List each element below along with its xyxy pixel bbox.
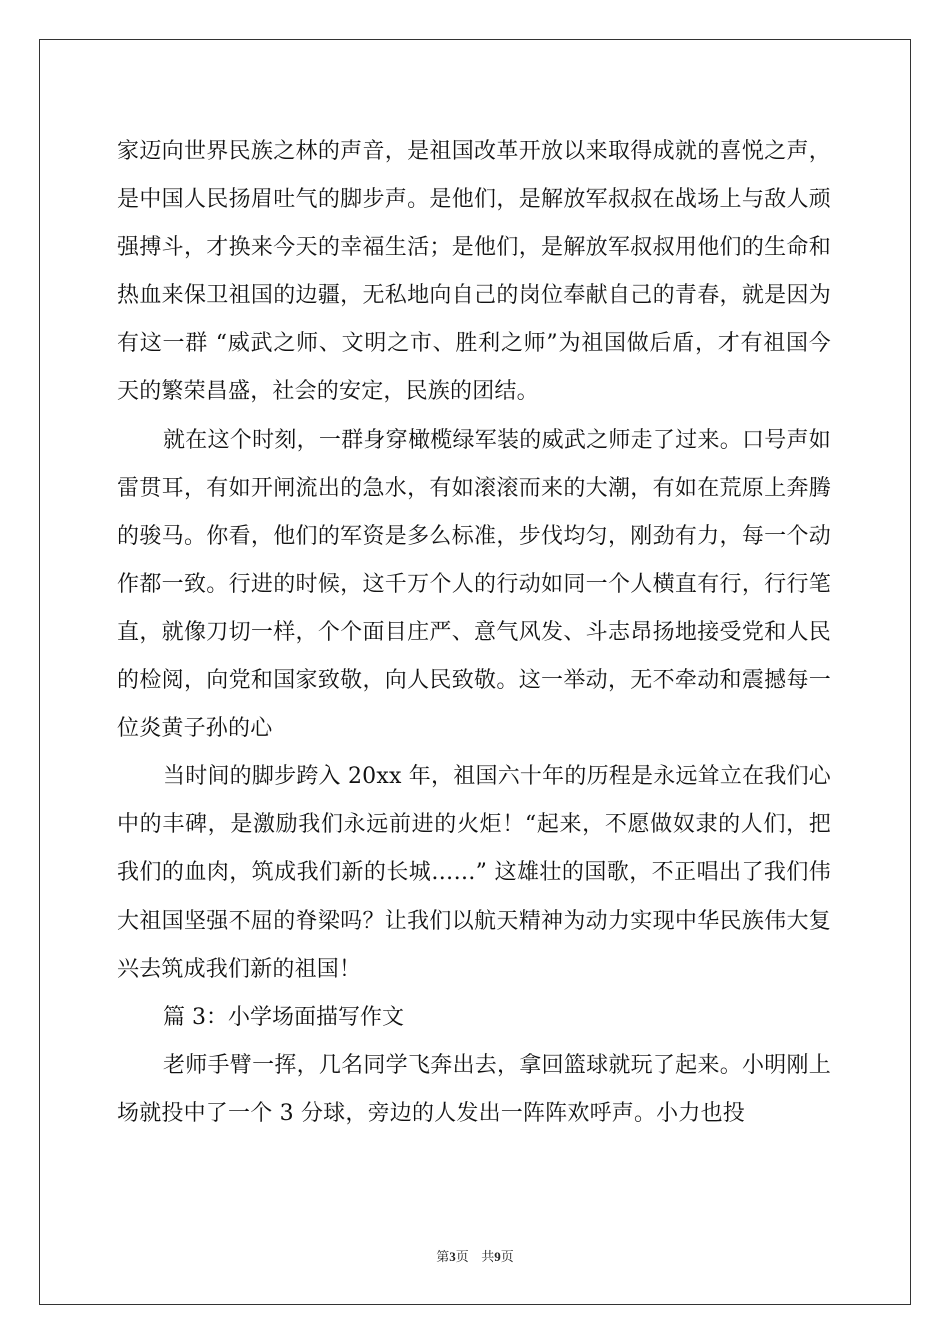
- footer-total-pages: 9: [494, 1249, 501, 1264]
- page-footer: [0, 1246, 950, 1265]
- footer-suffix: 页: [500, 1250, 514, 1265]
- paragraph-1: 家迈向世界民族之林的声音，是祖国改革开放以来取得成就的喜悦之声，是中国人民扬眉吐气的脚步声。是他们，是解放军叔叔在战场上与敌人顽强搏斗，才换来今天的幸福生活；是他们，是解放军叔叔用他们的生命和热血来保卫祖国的边疆，无私地向自己的岗位奉献自己的青春，就是因为有这一群 “威武之师、文明之市、胜利之师”为祖国做后盾，才有祖国今天的繁荣昌盛，社会的安定，民族的团结。: [117, 139, 831, 405]
- footer-page-number: 3: [449, 1249, 456, 1264]
- footer-mid: 页 共: [455, 1250, 495, 1265]
- paragraph-2: 就在这个时刻，一群身穿橄榄绿军装的威武之师走了过来。口号声如雷贯耳，有如开闸流出的急水，有如滚滚而来的大潮，有如在荒原上奔腾的骏马。你看，他们的军资是多么标准，步伐均匀，刚劲有力，每一个动作都一致。行进的时候，这千万个人的行动如同一个人横直有行，行行笔直，就像刀切一样，个个面目庄严、意气风发、斗志昂扬地接受党和人民的检阅，向党和国家致敬，向人民致敬。这一举动，无不牵动和震撼每一位炎黄子孙的心: [117, 427, 831, 742]
- section-heading: 篇 3：小学场面描写作文: [163, 1004, 404, 1030]
- footer-prefix: 第: [436, 1250, 450, 1265]
- paragraph-3: 当时间的脚步跨入 20xx 年，祖国六十年的历程是永远耸立在我们心中的丰碑，是激励我们永远前进的火炬！“起来，不愿做奴隶的人们，把我们的血肉，筑成我们新的长城……” 这雄壮的国歌，不正唱出了我们伟大祖国坚强不屈的脊梁吗？让我们以航天精神为动力实现中华民族伟大复兴去筑成我们新的祖国！: [117, 764, 831, 982]
- paragraph-4: 老师手臂一挥，几名同学飞奔出去，拿回篮球就玩了起来。小明刚上场就投中了一个 3 分球，旁边的人发出一阵阵欢呼声。小力也投: [117, 1052, 831, 1126]
- document-body: [117, 128, 831, 1138]
